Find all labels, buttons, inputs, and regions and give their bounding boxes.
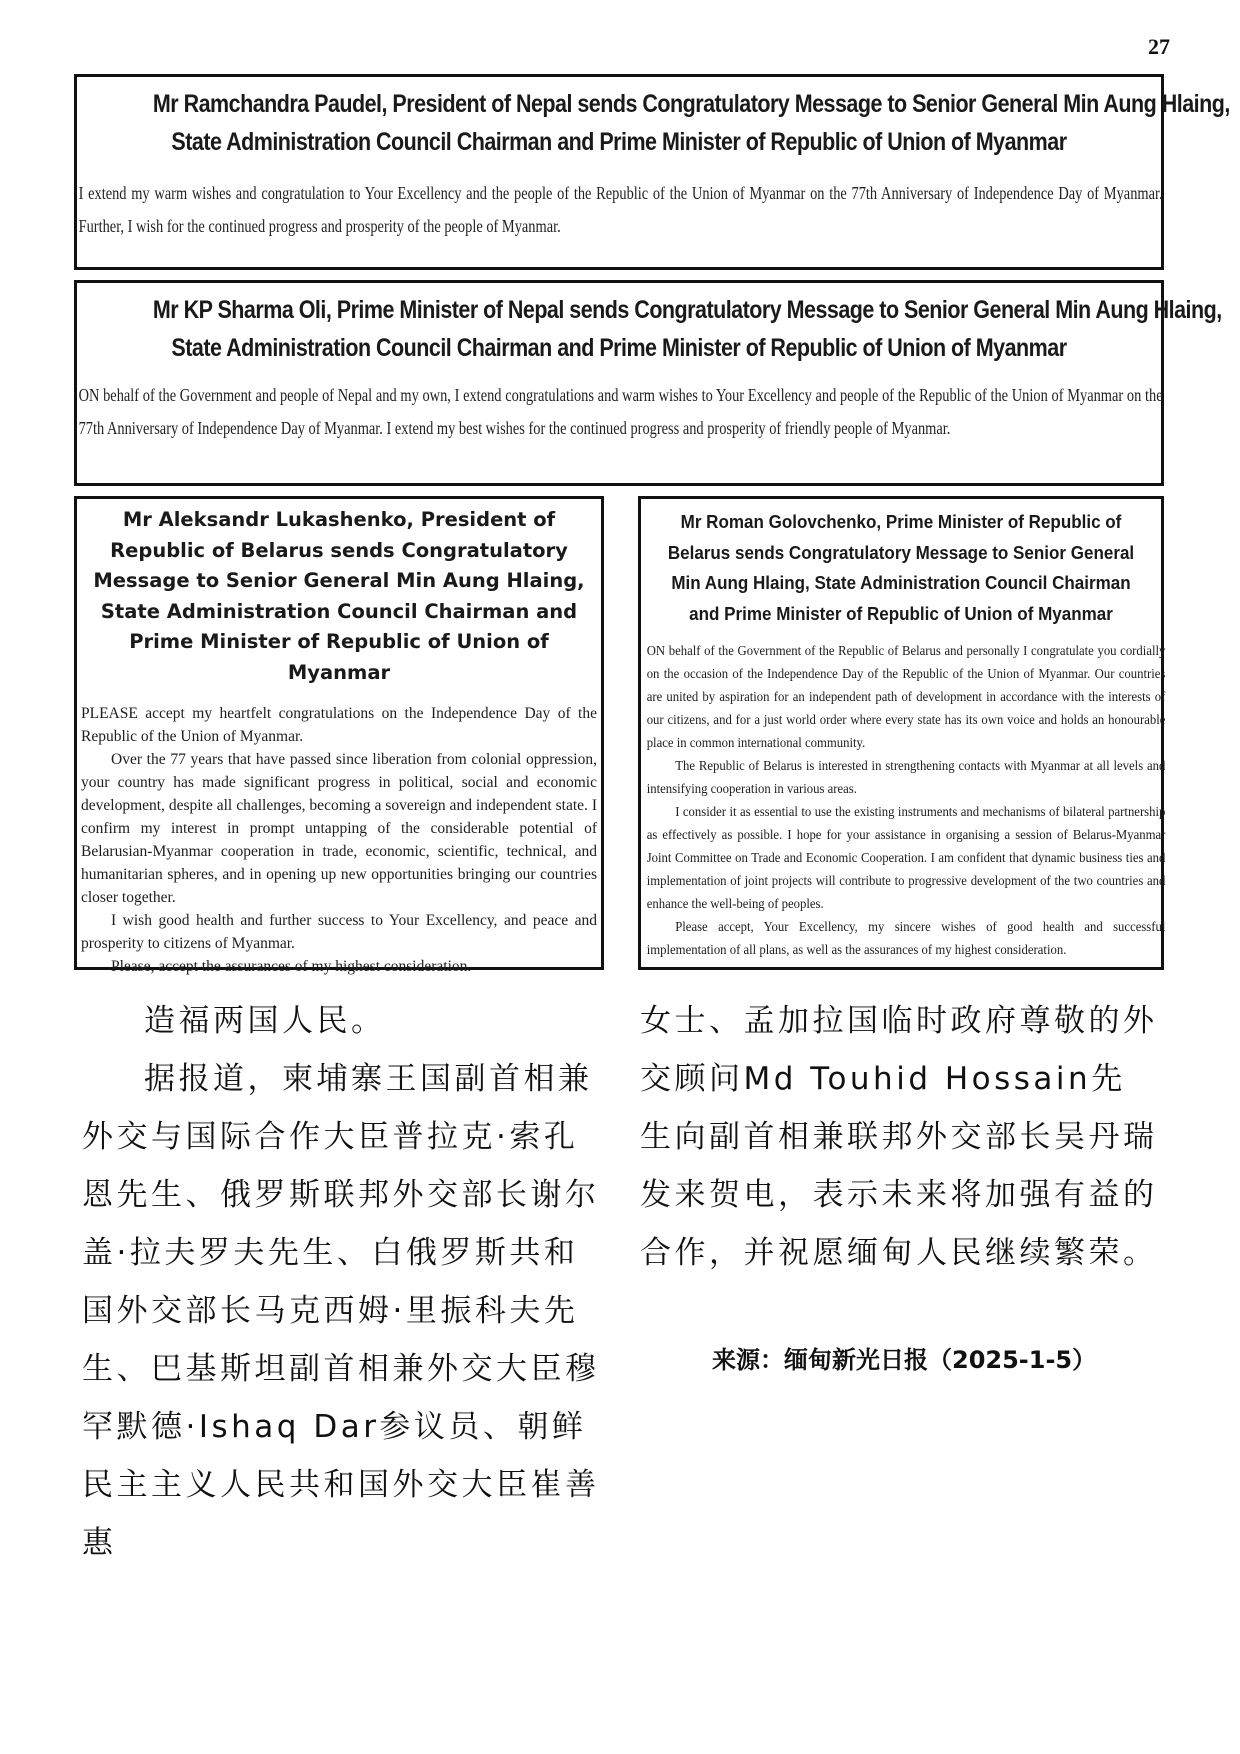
headline-line: Mr KP Sharma Oli, Prime Minister of Nepal sends Congratulatory Message to Senior General Min Aung Hlaing, bbox=[152, 296, 1222, 324]
nepal-president-message-box bbox=[74, 74, 1230, 270]
nepal-president-message: I extend my warm wishes and congratulation to Your Excellency and the people of the Republic of the Union of Myanmar on the 77th Anniversary of Independence Day of Myanmar. Further, I wish for the continued progress and prosperity of the people of Myanmar. bbox=[78, 183, 1163, 236]
page-number: 27 bbox=[1148, 34, 1170, 59]
belarus-president-headline: Mr Aleksandr Lukashenko, President of Republic of Belarus sends Congratulatory Message to Senior General Min Aung Hlaing, State Administration Council Chairman and Prime Minister of Republic of Union of Myanmar bbox=[93, 508, 585, 684]
headline-line: State Administration Council Chairman and Prime Minister of Republic of Union of Myanmar bbox=[171, 334, 1067, 362]
belarus-president-message-box bbox=[74, 496, 604, 975]
chinese-paragraph: 造福两国人民。 bbox=[144, 1003, 386, 1039]
nepal-pm-headline bbox=[152, 283, 1222, 367]
message-paragraph: PLEASE accept my heartfelt congratulations on the Independence Day of the Republic of the Union of Myanmar. bbox=[81, 705, 597, 745]
message-paragraph: Please, accept the assurances of my highest consideration. bbox=[111, 958, 472, 975]
nepal-pm-message: ON behalf of the Government and people of Nepal and my own, I extend congratulations and warm wishes to Your Excellency and people of the Republic of the Union of Myanmar on the 77th Anniversary of Independence Day of Myanmar. I extend my best wishes for the continued progress and prosperity of friendly people of Myanmar. bbox=[78, 385, 1163, 438]
chinese-paragraph: 据报道，柬埔寨王国副首相兼外交与国际合作大臣普拉克·索孔恩先生、俄罗斯联邦外交部长谢尔盖·拉夫罗夫先生、白俄罗斯共和国外交部长马克西姆·里振科夫先生、巴基斯坦副首相兼外交大臣穆罕默德·Ishaq Dar参议员、朝鲜民主主义人民共和国外交大臣崔善惠 bbox=[82, 1061, 600, 1561]
nepal-pm-message-box bbox=[74, 280, 1222, 486]
nepal-president-headline bbox=[152, 77, 1230, 161]
message-paragraph: I consider it as essential to use the existing instruments and mechanisms of bilateral partnership as effectively as possible. I hope for your assistance in organising a session of Belarus-Myanmar Joint Committee on Trade and Economic Cooperation. I am confident that dynamic business ties and implementation of joint projects will contribute to progressive development of the two countries and enhance the well-being of peoples. bbox=[646, 804, 1166, 911]
belarus-pm-message bbox=[641, 629, 1169, 961]
message-paragraph: ON behalf of the Government of the Republic of Belarus and personally I congratulate you cordially on the occasion of the Independence Day of the Republic of the Union of Myanmar. Our countries are united by aspiration for an independent path of development in accordance with the interests of our citizens, and for a just world order where every state has its own voice and holds an honourable place in common international community. bbox=[646, 643, 1166, 750]
chinese-text-left-column bbox=[82, 992, 602, 1572]
message-paragraph: I wish good health and further success to Your Excellency, and peace and prosperity to citizens of Myanmar. bbox=[81, 912, 597, 952]
headline-line: State Administration Council Chairman and Prime Minister of Republic of Union of Myanmar bbox=[171, 128, 1067, 156]
belarus-pm-message-box bbox=[638, 496, 1164, 970]
message-paragraph: Please accept, Your Excellency, my sincere wishes of good health and successful implementation of all plans, as well as the assurances of my highest consideration. bbox=[646, 919, 1166, 957]
belarus-pm-headline: Mr Roman Golovchenko, Prime Minister of Republic of Belarus sends Congratulatory Message to Senior General Min Aung Hlaing, State Administration Council Chairman and Prime Minister of Republic of Union of Myanmar bbox=[667, 511, 1135, 624]
source-credit: 来源：缅甸新光日报（2025-1-5） bbox=[712, 1346, 1097, 1374]
belarus-president-message bbox=[77, 688, 601, 978]
chinese-text-right-column bbox=[640, 992, 1160, 1282]
headline-line: Mr Ramchandra Paudel, President of Nepal sends Congratulatory Message to Senior General Min Aung Hlaing, bbox=[152, 90, 1230, 118]
message-paragraph: The Republic of Belarus is interested in strengthening contacts with Myanmar at all levels and intensifying cooperation in various areas. bbox=[646, 758, 1166, 796]
message-paragraph: Over the 77 years that have passed since liberation from colonial oppression, your country has made significant progress in political, social and economic development, despite all challenges, becoming a sovereign and independent state. I confirm my interest in prompt untapping of the considerable potential of Belarusian-Myanmar cooperation in trade, economic, scientific, technical, and humanitarian spheres, and in opening up new opportunities bringing our countries closer together. bbox=[81, 751, 597, 906]
chinese-paragraph: 女士、孟加拉国临时政府尊敬的外交顾问Md Touhid Hossain先生向副首相兼联邦外交部长吴丹瑞发来贺电，表示未来将加强有益的合作，并祝愿缅甸人民继续繁荣。 bbox=[640, 1003, 1158, 1271]
